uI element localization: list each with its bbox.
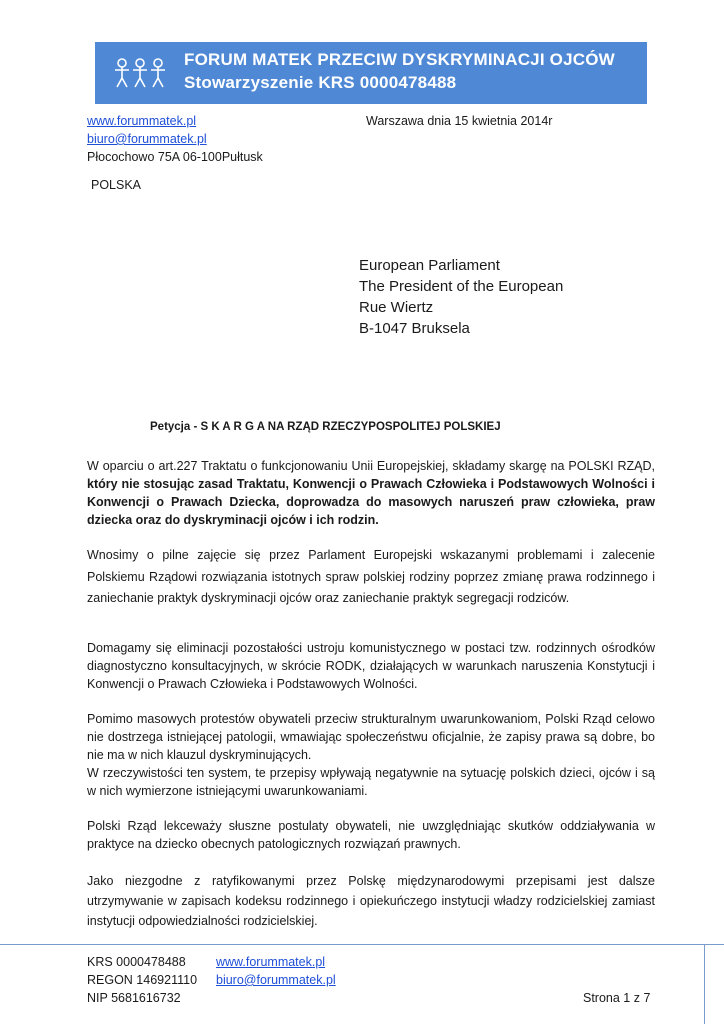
- paragraph-5: W rzeczywistości ten system, te przepisy wpływają negatywnie na sytuację polskich dzieci, ojców i są w nich wymierzone istniejącymi uwarunkowaniami.: [87, 766, 655, 798]
- sender-email-link[interactable]: biuro@forummatek.pl: [87, 132, 207, 146]
- recipient-line-2: The President of the European: [359, 278, 564, 295]
- paragraph-4: Pomimo masowych protestów obywateli przeciw strukturalnym uwarunkowaniom, Polski Rząd celowo nie dostrzega istniejącej patologii, wmawiając społeczeństwu oficjalnie, że zapisy prawa są dobre, bo nie ma w nich klauzul dyskryminujących.: [87, 712, 655, 762]
- paragraph-2: Wnosimy o pilne zajęcie się przez Parlament Europejski wskazanymi problemami i zalecenie Polskiemu Rządowi rozwiązania istotnych spraw polskiej rodziny poprzez zmianę prawa rodzinnego i zaniechanie praktyk dyskryminacji ojców oraz zaniechanie praktyk segregacji rodziców.: [87, 548, 655, 605]
- paragraph-3: Domagamy się eliminacji pozostałości ustroju komunistycznego w postaci tzw. rodzinnych ośrodków diagnostyczno konsultacyjnych, w skrócie RODK, działających w warunkach naruszenia Konstytucji i Konwencji o Prawach Człowieka i Podstawowych Wolności.: [87, 641, 655, 691]
- footer-side-divider: [704, 944, 705, 1024]
- paragraph-1: [87, 457, 655, 529]
- page-number: Strona 1 z 7: [583, 991, 651, 1005]
- footer-regon: REGON 146921110: [87, 973, 198, 987]
- sender-website-link[interactable]: www.forummatek.pl: [87, 114, 197, 128]
- recipient-line-3: Rue Wiertz: [359, 299, 434, 316]
- children-logo-icon: [113, 56, 167, 90]
- paragraph-1-bold-text: który nie stosując zasad Traktatu, Konwencji o Prawach Człowieka i Podstawowych Wolności i Konwencji o Prawach Dziecka, doprowadza do masowych naruszeń praw człowieka, praw dziecka oraz do dyskryminacji ojców i ich rodzin.: [87, 477, 655, 527]
- paragraph-7: Jako niezgodne z ratyfikowanymi przez Polskę międzynarodowymi przepisami jest dalsze utrzymywanie w zapisach kodeksu rodzinnego i opiekuńczego instytucji władzy rodzicielskiej zamiast instytucji odpowiedzialności rodzicielskiej.: [87, 874, 655, 928]
- date-line: Warszawa dnia 15 kwietnia 2014r: [366, 114, 553, 128]
- footer-website-link[interactable]: www.forummatek.pl: [216, 955, 326, 969]
- footer-email-link[interactable]: biuro@forummatek.pl: [216, 973, 336, 987]
- footer-krs: KRS 0000478488: [87, 955, 186, 969]
- recipient-line-1: European Parliament: [359, 257, 500, 274]
- banner-subtitle: Stowarzyszenie KRS 0000478488: [184, 73, 457, 92]
- letter-title: Petycja - S K A R G A NA RZĄD RZECZYPOSPOLITEJ POLSKIEJ: [150, 421, 501, 433]
- recipient-line-4: B-1047 Bruksela: [359, 320, 470, 337]
- footer-nip: NIP 5681616732: [87, 991, 181, 1005]
- footer-divider: [0, 944, 724, 945]
- paragraph-6: Polski Rząd lekceważy słuszne postulaty obywateli, nie uwzględniając skutków oddziaływania w praktyce na dziecko obecnych patologicznych rozwiązań prawnych.: [87, 819, 655, 851]
- recipient-address: [359, 255, 563, 339]
- sender-address: Płocochowo 75A 06-100Pułtusk: [87, 150, 263, 164]
- header-banner: [95, 42, 647, 104]
- paragraph-1-text: W oparciu o art.227 Traktatu o funkcjonowaniu Unii Europejskiej, składamy skargę na POLSKI RZĄD,: [87, 459, 655, 473]
- sender-country: POLSKA: [91, 178, 142, 192]
- banner-title: FORUM MATEK PRZECIW DYSKRYMINACJI OJCÓW: [184, 50, 615, 69]
